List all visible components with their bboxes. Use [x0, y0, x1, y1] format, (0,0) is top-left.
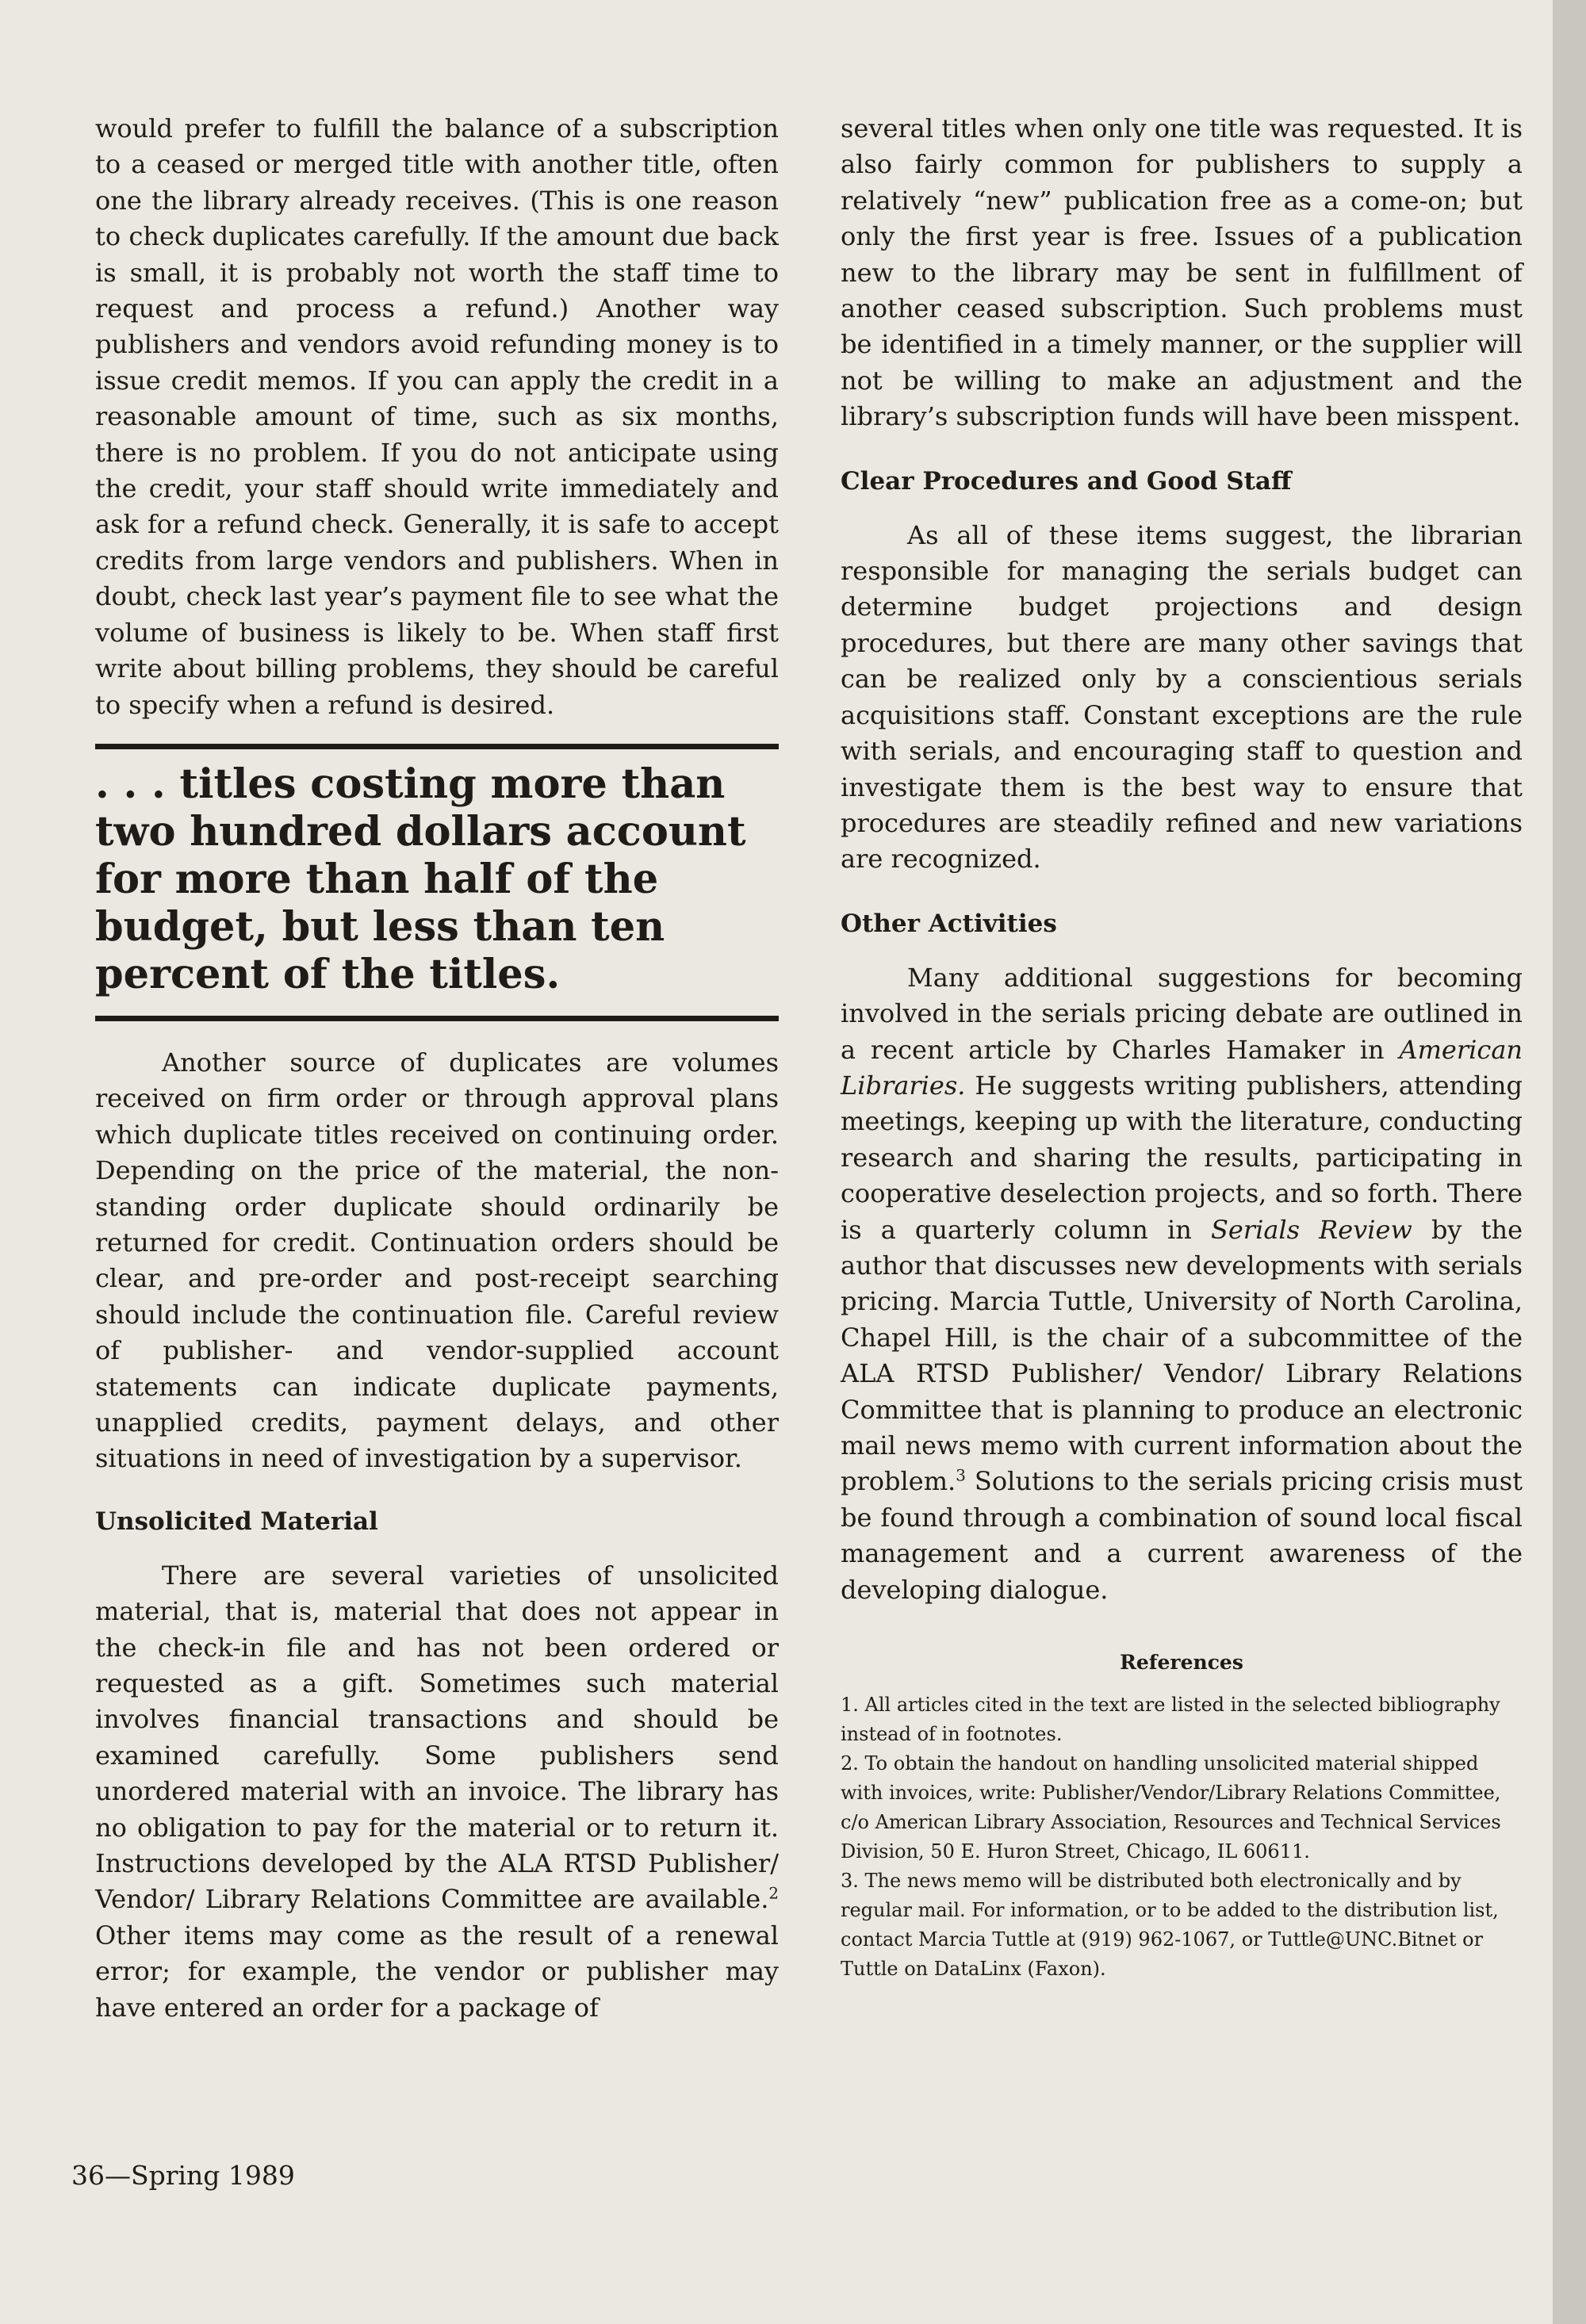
section-heading-unsolicited: Unsolicited Material	[95, 1507, 378, 1536]
body-paragraph: As all of these items suggest, the librarian responsible for managing the serials budget can determine budget projections and design procedures, but there are many other savings that can be realized only by a conscientious serials acquisitions staff. Constant exceptions are the rule with serials, and encouraging staff to question and investigate them is the best way to ensure that procedures are steadily refined and new variations are recognized.	[841, 519, 1523, 875]
text-run: He suggests writing publishers, attending meetings, keeping up with the literature, conducting research and sharing the results, participating in cooperative deselection projects, and so forth. There is a quarterly column in	[841, 1070, 1523, 1245]
footnote-marker: 3	[956, 1466, 966, 1485]
body-paragraph: Another source of duplicates are volumes received on firm order or through approval plans which duplicate titles received on continuing order. Depending on the price of the material, the non-standing order duplicate should ordinarily be returned for credit. Continuation orders should be clear, and pre-order and post-receipt searching should include the continuation file. Careful review of publisher- and vendor-supplied account statements can indicate duplicate payments, unapplied credits, payment delays, and other situations in need of investigation by a supervisor.	[95, 1047, 779, 1474]
body-paragraph	[95, 1558, 779, 2026]
text-run: Solutions to the serials pricing crisis must be found through a combination of sound local fiscal management and a current awareness of the developing dialogue.	[841, 1466, 1523, 1605]
text-run: There are several varieties of unsolicited material, that is, material that does not appear in the check-in file and has not been ordered or requested as a gift. Sometimes such material involves financial transactions and should be examined carefully. Some publishers send unordered material with an invoice. The library has no obligation to pay for the material or to return it. Instructions developed by the ALA RTSD Publisher/ Vendor/ Library Relations Committee are available.	[95, 1560, 779, 1915]
reference-item: 2. To obtain the handout on handling unsolicited material shipped with invoices, write: Publisher/Vendor/Library Relations Committee, c/o American Library Association, Resources and Technical Services Division, 50 E. Huron Street, Chicago, IL 60611.	[841, 1752, 1501, 1863]
text-run: by the author that discusses new developments with serials pricing. Marcia Tuttle, University of North Carolina, Chapel Hill, is the chair of a subcommittee of the ALA RTSD Publisher/ Vendor/ Library Relations Committee that is planning to produce an electronic mail news memo with current information about the problem.	[841, 1214, 1523, 1497]
reference-item: 1. All articles cited in the text are listed in the selected bibliography instead of in footnotes.	[841, 1694, 1500, 1746]
text-run: Other items may come as the result of a renewal error; for example, the vendor or publisher may have entered an order for a package of	[95, 1920, 779, 2023]
body-paragraph: would prefer to fulfill the balance of a subscription to a ceased or merged title with another title, often one the library already receives. (This is one reason to check duplicates carefully. If the amount due back is small, it is probably not worth the staff time to request and process a refund.) Another way publishers and vendors avoid refunding money is to issue credit memos. If you can apply the credit in a reasonable amount of time, such as six months, there is no problem. If you do not anticipate using the credit, your staff should write immediately and ask for a refund check. Generally, it is safe to accept credits from large vendors and publishers. When in doubt, check last year’s payment file to see what the volume of business is likely to be. When staff first write about billing problems, they should be careful to specify when a refund is desired.	[95, 113, 779, 720]
body-paragraph: several titles when only one title was requested. It is also fairly common for publishers to supply a relatively “new” publication free as a come-on; but only the first year is free. Issues of a publication new to the library may be sent in fulfillment of another ceased subscription. Such problems must be identified in a timely manner, or the supplier will not be willing to make an adjustment and the library’s subscription funds will have been misspent.	[841, 113, 1523, 432]
footnote-marker: 2	[768, 1884, 779, 1903]
italic-title: Serials Review	[1210, 1214, 1412, 1245]
text-run: Many additional suggestions for becoming involved in the serials pricing debate are outlined in a recent article by Charles Hamaker in	[841, 962, 1523, 1065]
left-column	[95, 111, 779, 2026]
italic-title: American Libraries.	[841, 1034, 1523, 1101]
section-heading-procedures: Clear Procedures and Good Staff	[841, 466, 1292, 496]
references-list	[841, 1690, 1523, 1984]
right-column	[841, 111, 1523, 1984]
reference-item: 3. The news memo will be distributed both electronically and by regular mail. For information, or to be added to the distribution list, contact Marcia Tuttle at (919) 962-1067, or Tuttle@UNC.Bitnet or Tuttle on DataLinx (Faxon).	[841, 1870, 1499, 1981]
references-heading: References	[1120, 1651, 1243, 1675]
page-edge	[1553, 0, 1586, 2324]
body-paragraph	[841, 960, 1523, 1608]
pull-quote: . . . titles costing more than two hundred dollars account for more than half of the budget, but less than ten percent of the titles.	[95, 744, 779, 1021]
page-footer: 36—Spring 1989	[71, 2160, 295, 2191]
section-heading-other: Other Activities	[841, 909, 1057, 938]
